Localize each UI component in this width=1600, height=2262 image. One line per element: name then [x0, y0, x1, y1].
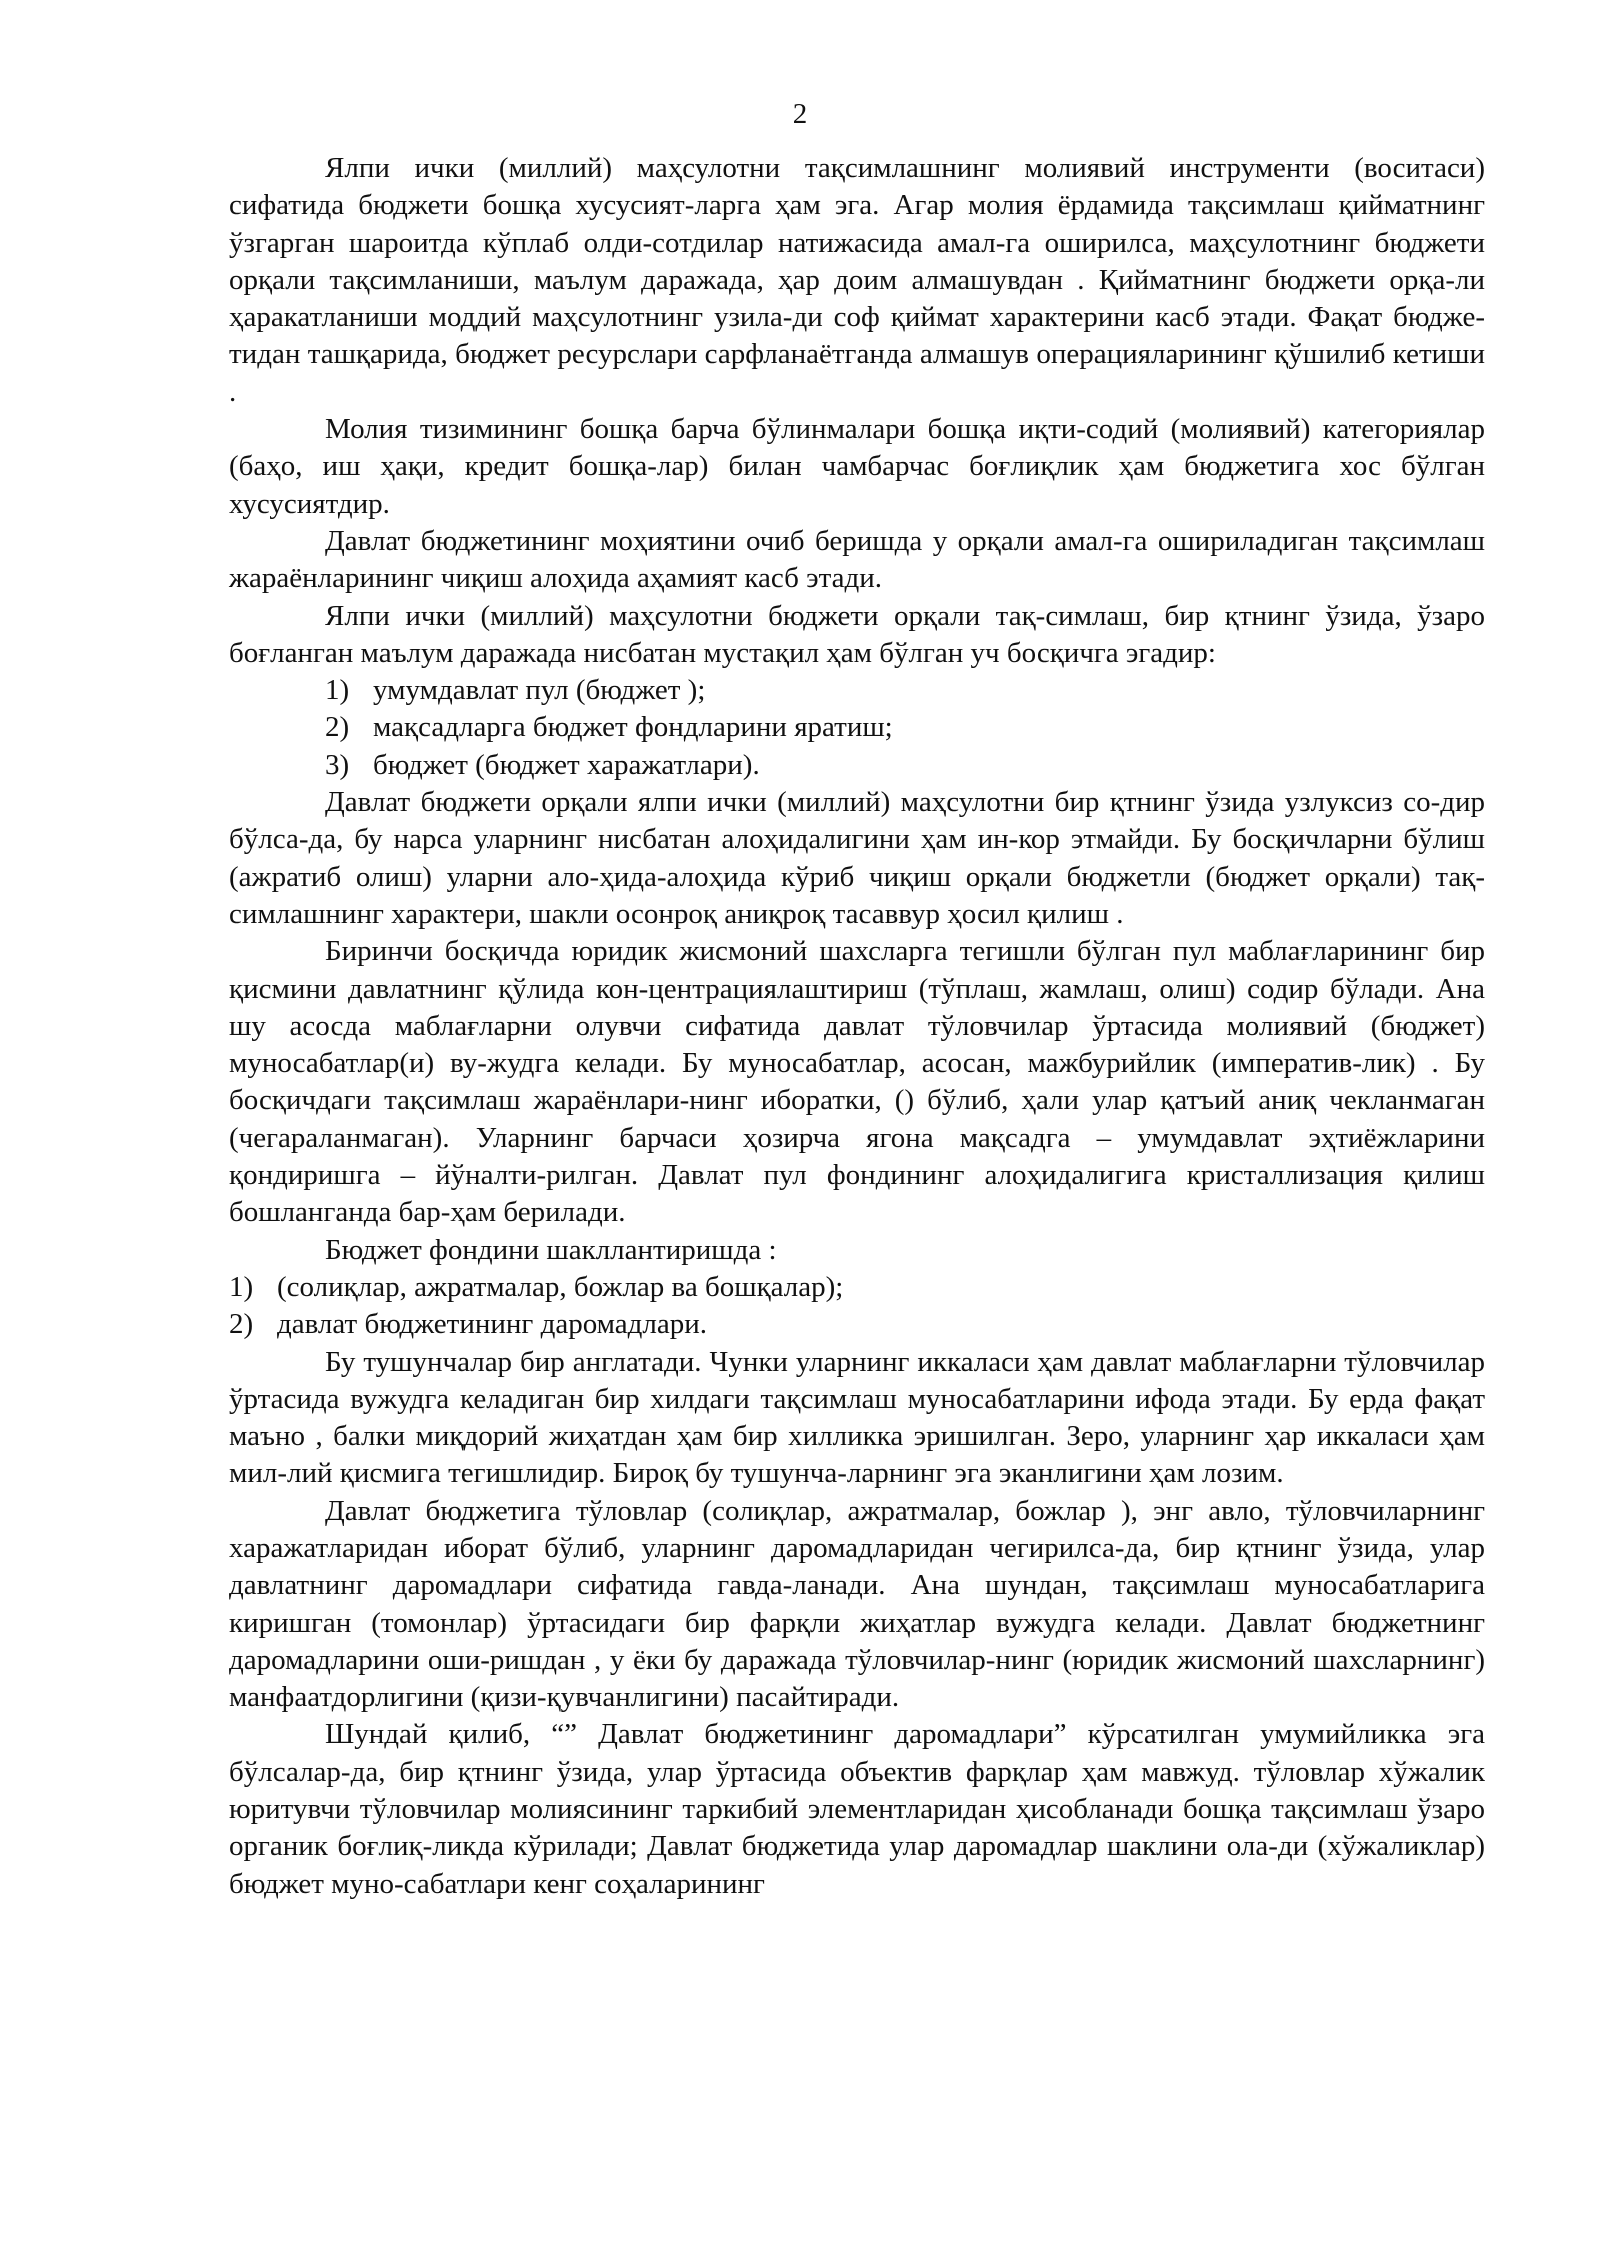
- list-item: [229, 709, 1485, 746]
- list-item-number: 3): [325, 748, 350, 781]
- list-item-number: 2): [325, 711, 350, 744]
- paragraph: Шундай қилиб, “” Давлат бюджетининг даромадлари” кўрсатилган умумийликка эга бўлсалар-да, бир қтнинг ўзида, улар ўртасида объектив фарқлар ҳам мавжуд. тўловлар хўжалик юритувчи тўловчилар молиясининг таркибий элементларидан ҳисобланади бошқа тақсимлаш ўзаро органик боғлиқ-ликда кўрилади; Давлат бюджетида улар даромадлар шаклини ола-ди (хўжаликлар) бюджет муно-сабатлари кенг соҳаларининг: [229, 1718, 1485, 1900]
- list-item-number: 1): [229, 1270, 254, 1303]
- paragraph: Биринчи босқичда юридик жисмоний шахсларга тегишли бўлган пул маблағларининг бир қисмини давлатнинг қўлида кон-центрациялаштириш (тўплаш, жамлаш, олиш) содир бўлади. Ана шу асосда маблағларни олувчи сифатида давлат тўловчилар ўртасида молиявий (бюджет) муносабатлар(и) ву-жудга келади. Бу муносабатлар, асосан, мажбурийлик (императив-лик) . Бу босқичдаги тақсимлаш жараёнлари-нинг иборатки, () бўлиб, ҳали улар қатъий аниқ чекланмаган (чегараланмаган). Уларнинг барчаси ҳозирча ягона мақсадга – умумдавлат эҳтиёжларини қондиришга – йўналти-рилган. Давлат пул фондининг алоҳидалигига кристаллизация қилиш бошланганда бар-ҳам берилади.: [229, 935, 1485, 1229]
- list-item-text: бюджет (бюджет харажатлари).: [373, 748, 760, 781]
- list-item-number: 2): [229, 1308, 254, 1341]
- paragraph: Бу тушунчалар бир англатади. Чунки уларнинг иккаласи ҳам давлат маблағларни тўловчилар ўртасида вужудга келадиган бир хилдаги тақсимлаш муносабатларини ифода этади. Бу ерда фақат маъно , балки миқдорий жиҳатдан ҳам бир хилликка эришилган. Зеро, уларнинг ҳар иккаласи ҳам мил-лий қисмига тегишлидир. Бироқ бу тушунча-ларнинг эга эканлигини ҳам лозим.: [229, 1345, 1485, 1490]
- paragraph: Бюджет фондини шакллантиришда :: [325, 1233, 777, 1266]
- list-item-number: 1): [325, 674, 350, 707]
- list-item-text: давлат бюджетининг даромадлари.: [277, 1308, 708, 1341]
- list-item: [229, 1269, 1485, 1306]
- list-item: [229, 672, 1485, 709]
- document-body: [229, 150, 1485, 1903]
- paragraph: Ялпи ички (миллий) маҳсулотни тақсимлашнинг молиявий инструменти (воситаси) сифатида бюджети бошқа хусусият-ларга ҳам эга. Агар молия ёрдамида тақсимлаш қийматнинг ўзгарган шароитда кўплаб олди-сотдилар натижасида амал-га оширилса, маҳсулотнинг бюджети орқали тақсимланиши, маълум даражада, ҳар доим алмашувдан . Қийматнинг бюджети орқа-ли ҳаракатланиши моддий маҳсулотнинг узила-ди соф қиймат характерини касб этади. Фақат бюдже-тидан ташқарида, бюджет ресурслари сарфланаётганда алмашув операцияларининг қўшилиб кетиши .: [229, 152, 1485, 408]
- paragraph: Давлат бюджети орқали ялпи ички (миллий) маҳсулотни бир қтнинг ўзида узлуксиз со-дир бўлса-да, бу нарса уларнинг нисбатан алоҳидалигини ҳам ин-кор этмайди. Бу босқичларни бўлиш (ажратиб олиш) уларни ало-ҳида-алоҳида кўриб чиқиш орқали бюджетли (бюджет орқали) тақ-симлашнинг характери, шакли осонроқ аниқроқ тасаввур ҳосил қилиш .: [229, 786, 1485, 930]
- list-item-text: умумдавлат пул (бюджет );: [373, 674, 706, 707]
- paragraph: Давлат бюджетига тўловлар (солиқлар, ажратмалар, божлар ), энг авло, тўловчиларнинг харажатларидан иборат бўлиб, уларнинг даромадларидан чегирилса-да, бир қтнинг ўзида, улар давлатнинг даромадлари сифатида гавда-ланади. Ана шундан, тақсимлаш муносабатларига киришган (томонлар) ўртасидаги бир фарқли жиҳатлар вужудга келади. Давлат бюджетнинг даромадларини оши-ришдан , у ёки бу даражада тўловчилар-нинг (юридик жисмоний шахсларнинг) манфаатдорлигини (қизи-қувчанлигини) пасайтиради.: [229, 1494, 1485, 1714]
- page-number: 2: [792, 98, 808, 130]
- list-item-text: мақсадларга бюджет фондларини яратиш;: [373, 711, 893, 744]
- list-item: [229, 747, 1485, 784]
- paragraph: Давлат бюджетининг моҳиятини очиб беришда у орқали амал-га ошириладиган тақсимлаш жараёнларининг чиқиш алоҳида аҳамият касб этади.: [229, 524, 1485, 595]
- paragraph: Ялпи ички (миллий) маҳсулотни бюджети орқали тақ-симлаш, бир қтнинг ўзида, ўзаро боғланган маълум даражада нисбатан мустақил ҳам бўлган уч босқичга эгадир:: [229, 599, 1485, 669]
- list-item-text: (солиқлар, ажратмалар, божлар ва бошқалар);: [277, 1270, 844, 1303]
- paragraph: Молия тизимининг бошқа барча бўлинмалари бошқа иқти-содий (молиявий) категориялар (баҳо, иш ҳақи, кредит бошқа-лар) билан чамбарчас боғлиқлик ҳам бюджетига хос бўлган хусусиятдир.: [229, 413, 1485, 520]
- list-item: [229, 1306, 1485, 1343]
